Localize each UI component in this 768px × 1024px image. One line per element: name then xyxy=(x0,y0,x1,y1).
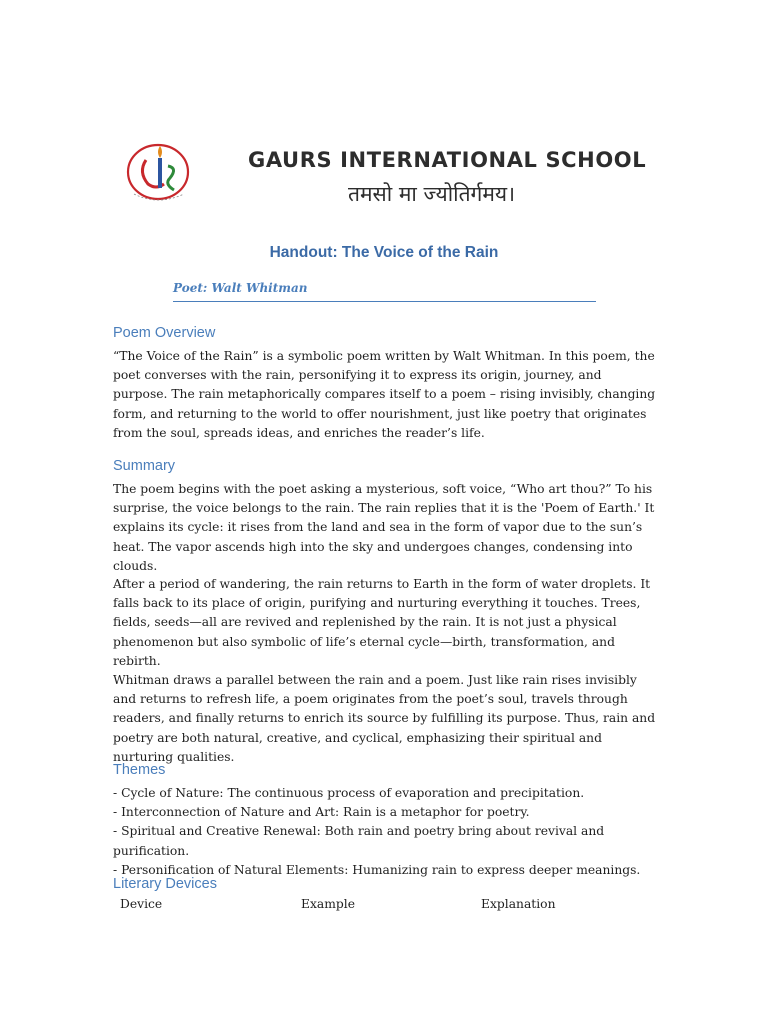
overview-heading: Poem Overview xyxy=(113,325,216,341)
column-header-explanation: Explanation xyxy=(481,897,556,911)
theme-item: - Spiritual and Creative Renewal: Both rain and poetry bring about revival and purification. xyxy=(113,824,605,858)
summary-text-2 xyxy=(113,575,658,671)
theme-item: - Interconnection of Nature and Art: Rain is a metaphor for poetry. xyxy=(113,805,530,820)
literary-devices-table-header xyxy=(0,897,768,917)
theme-item: - Personification of Natural Elements: Humanizing rain to express deeper meanings. xyxy=(113,862,641,877)
themes-list xyxy=(113,784,673,880)
school-name: GAURS INTERNATIONAL SCHOOL xyxy=(248,148,647,172)
summary-text-1 xyxy=(113,480,658,576)
school-motto: तमसो मा ज्योतिर्गमय। xyxy=(348,182,516,206)
column-header-example: Example xyxy=(301,897,355,911)
school-crest-logo xyxy=(124,140,196,206)
poet-credit: Poet: Walt Whitman xyxy=(173,281,308,295)
handout-title: Handout: The Voice of the Rain xyxy=(269,244,499,261)
summary-heading: Summary xyxy=(113,458,176,474)
column-header-device: Device xyxy=(120,897,163,911)
literary-devices-heading: Literary Devices xyxy=(113,876,217,892)
summary-text-3 xyxy=(113,671,658,767)
overview-paragraph: “The Voice of the Rain” is a symbolic poem written by Walt Whitman. In this poem, the poet converses with the rain, personifying it to express its origin, journey, and purpose. The rain metaphorically compares itself to a poem – rising invisibly, changing form, and returning to the world to offer nourishment, just like poetry that originates from the soul, spreads ideas, and enriches the reader’s life. xyxy=(113,349,656,440)
summary-paragraph: The poem begins with the poet asking a mysterious, soft voice, “Who art thou?” To his surprise, the voice belongs to the rain. The rain replies that it is the 'Poem of Earth.' It explains its cycle: it rises from the land and sea in the form of vapor due to the sun’s heat. The vapor ascends high into the sky and undergoes changes, condensing into clouds. xyxy=(113,482,655,573)
overview-text xyxy=(113,347,658,443)
summary-paragraph: Whitman draws a parallel between the rain and a poem. Just like rain rises invisibly and returns to refresh life, a poem originates from the poet’s soul, travels through readers, and finally returns to enrich its source by fulfilling its purpose. Thus, rain and poetry are both natural, creative, and cyclical, emphasizing their spiritual and nurturing qualities. xyxy=(113,673,656,764)
theme-item: - Cycle of Nature: The continuous process of evaporation and precipitation. xyxy=(113,786,585,800)
title-divider xyxy=(173,301,596,302)
themes-heading: Themes xyxy=(113,762,166,778)
summary-paragraph: After a period of wandering, the rain returns to Earth in the form of water droplets. It falls back to its place of origin, purifying and nurturing everything it touches. Trees, fields, seeds—all are revived and replenished by the rain. It is not just a physical phenomenon but also symbolic of life’s eternal cycle—birth, transformation, and rebirth. xyxy=(113,577,651,668)
